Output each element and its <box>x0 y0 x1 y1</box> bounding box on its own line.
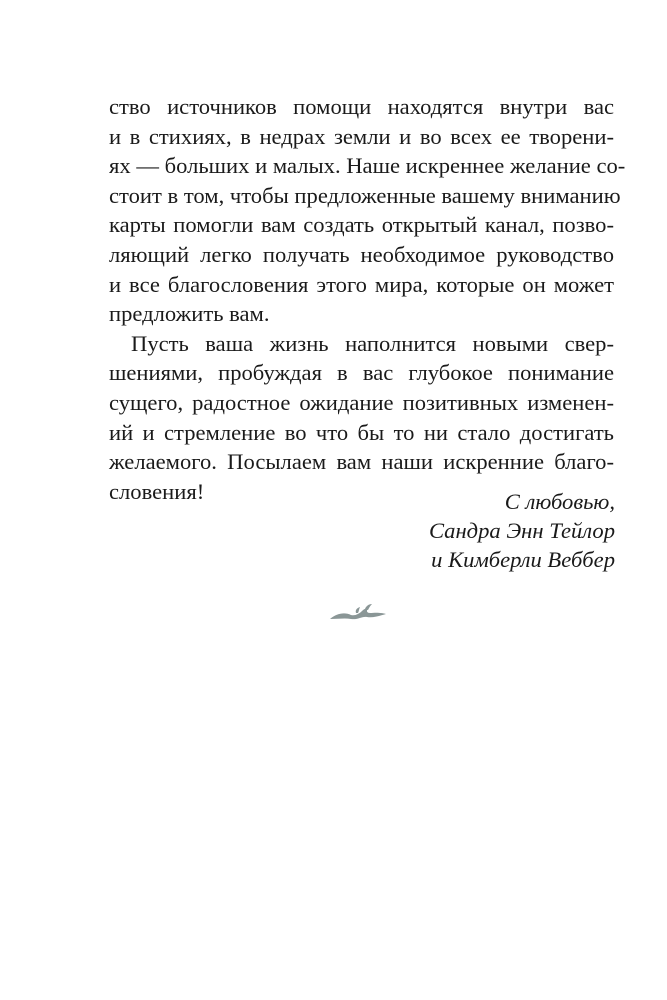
text-line: желаемого. Посылаем вам наши искренние благо- <box>109 449 614 475</box>
text-line: словения! <box>109 478 205 504</box>
text-line: и в стихиях, в недрах земли и во всех ее творени- <box>109 123 614 149</box>
body-text <box>109 92 626 506</box>
text-line: ий и стремление во что бы то ни стало достигать <box>109 419 614 445</box>
text-line: предложить вам. <box>109 301 270 327</box>
text-line: Пусть ваша жизнь наполнится новыми свер- <box>131 330 614 356</box>
text-line: сущего, радостное ожидание позитивных изменен- <box>109 389 614 415</box>
signature <box>429 487 615 574</box>
text-line: стоит в том, чтобы предложенные вашему вниманию <box>109 182 621 208</box>
fleuron-ornament-icon <box>329 603 387 625</box>
signature-greeting: С любовью, <box>504 489 615 514</box>
signature-author-2: и Кимберли Веббер <box>431 547 615 572</box>
text-line: ляющий легко получать необходимое руководство <box>109 241 614 267</box>
signature-author-1: Сандра Энн Тейлор <box>428 518 615 543</box>
text-line: и все благословения этого мира, которые он может <box>109 271 614 297</box>
text-line: карты помогли вам создать открытый канал, позво- <box>109 212 614 238</box>
paragraph-1 <box>109 92 626 329</box>
paragraph-2 <box>109 329 614 507</box>
text-line: ство источников помощи находятся внутри вас <box>109 94 614 119</box>
text-line: ях — больших и малых. Наше искреннее желание со- <box>109 153 626 179</box>
text-line: шениями, пробуждая в вас глубокое понимание <box>109 360 614 386</box>
